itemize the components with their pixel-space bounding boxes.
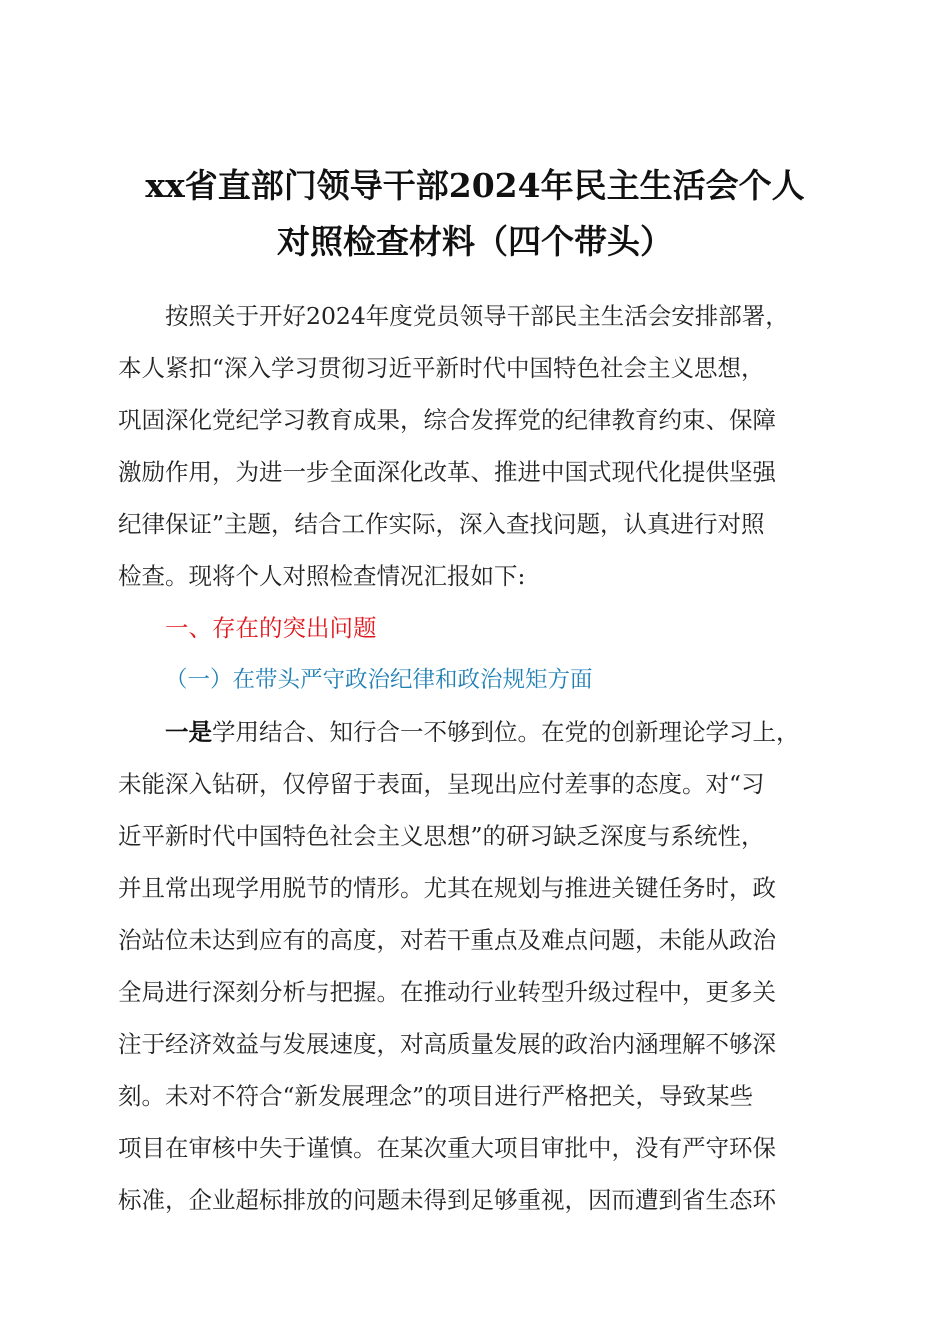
problem-line: 治站位未达到应有的高度，对若干重点及难点问题，未能从政治 <box>118 926 776 954</box>
problem-lead: 一是 <box>165 718 212 746</box>
problem-first-line-text: 学用结合、知行合一不够到位。在党的创新理论学习上， <box>212 718 800 746</box>
intro-line: 激励作用，为进一步全面深化改革、推进中国式现代化提供坚强 <box>118 458 776 486</box>
problem-line: 刻。未对不符合“新发展理念”的项目进行严格把关，导致某些 <box>118 1082 754 1110</box>
document-body <box>118 290 838 1226</box>
problem-line: 未能深入钻研，仅停留于表面，呈现出应付差事的态度。对“习 <box>118 770 765 798</box>
title-line-2: 对照检查材料（四个带头） <box>277 222 673 261</box>
intro-line: 检查。现将个人对照检查情况汇报如下: <box>118 562 526 590</box>
title-line-1: xx省直部门领导干部2024年民主生活会个人 <box>145 166 805 205</box>
problem-line: 项目在审核中失于谨慎。在某次重大项目审批中，没有严守环保 <box>118 1134 776 1162</box>
subsection-heading-1: （一）在带头严守政治纪律和政治规矩方面 <box>165 667 593 693</box>
problem-line: 标准，企业超标排放的问题未得到足够重视，因而遭到省生态环 <box>118 1186 776 1214</box>
intro-line: 本人紧扣“深入学习贯彻习近平新时代中国特色社会主义思想， <box>118 354 765 382</box>
problem-paragraph-1 <box>118 706 838 1226</box>
intro-line: 纪律保证”主题，结合工作实际，深入查找问题，认真进行对照 <box>118 510 765 538</box>
intro-paragraph <box>118 290 838 602</box>
problem-first-line <box>118 706 838 758</box>
problem-line: 全局进行深刻分析与把握。在推动行业转型升级过程中，更多关 <box>118 978 776 1006</box>
document-title <box>60 158 890 270</box>
intro-line: 按照关于开好2024年度党员领导干部民主生活会安排部署， <box>165 302 789 330</box>
intro-line: 巩固深化党纪学习教育成果，综合发挥党的纪律教育约束、保障 <box>118 406 776 434</box>
problem-line: 并且常出现学用脱节的情形。尤其在规划与推进关键任务时，政 <box>118 874 776 902</box>
section-heading-1: 一、存在的突出问题 <box>165 614 377 642</box>
problem-line: 注于经济效益与发展速度，对高质量发展的政治内涵理解不够深 <box>118 1030 776 1058</box>
problem-line: 近平新时代中国特色社会主义思想”的研习缺乏深度与系统性， <box>118 822 765 850</box>
